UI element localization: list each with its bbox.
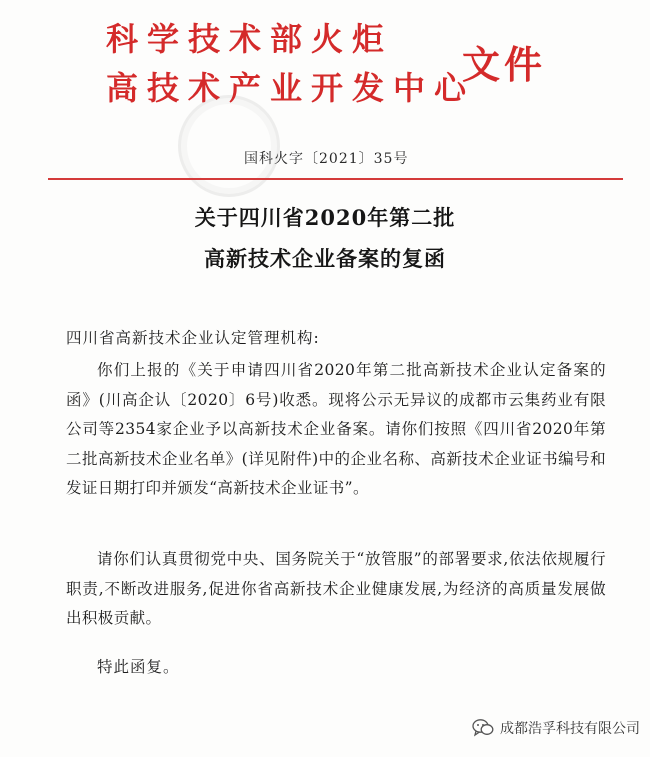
- body-paragraph-2: 请你们认真贯彻党中央、国务院关于“放管服”的部署要求,依法依规履行职责,不断改进服务,促进你省高新技术企业健康发展,为经济的高质量发展做出积极贡献。: [66, 550, 606, 627]
- document-title-line2: 高新技术企业备案的复函: [204, 246, 446, 271]
- issuer-name-line1: 科学技术部火炬: [106, 20, 394, 58]
- wechat-icon: [472, 718, 494, 738]
- source-watermark: [472, 718, 640, 738]
- header-red-divider: [48, 178, 623, 180]
- recipient-line: 四川省高新技术企业认定管理机构:: [66, 329, 320, 347]
- document-number: 国科火字〔2021〕35号: [244, 151, 409, 167]
- faded-seal: [178, 95, 280, 197]
- document-type-label: 文件: [462, 43, 547, 87]
- closing-line: 特此函复。: [97, 658, 180, 676]
- watermark-text: 成都浩孚科技有限公司: [500, 721, 640, 737]
- issuer-name-line2: 高技术产业开发中心: [106, 69, 476, 107]
- document-title-line1: 关于四川省2020年第二批: [194, 205, 456, 230]
- body-paragraph-1: 你们上报的《关于申请四川省2020年第二批高新技术企业认定备案的函》(川高企认〔2020〕6号)收悉。现将公示无异议的成都市云集药业有限公司等2354家企业予以高新技术企业备案。请你们按照《四川省2020年第二批高新技术企业名单》(详见附件)中的企业名称、高新技术企业证书编号和发证日期打印并颁发“高新技术企业证书”。: [66, 361, 606, 497]
